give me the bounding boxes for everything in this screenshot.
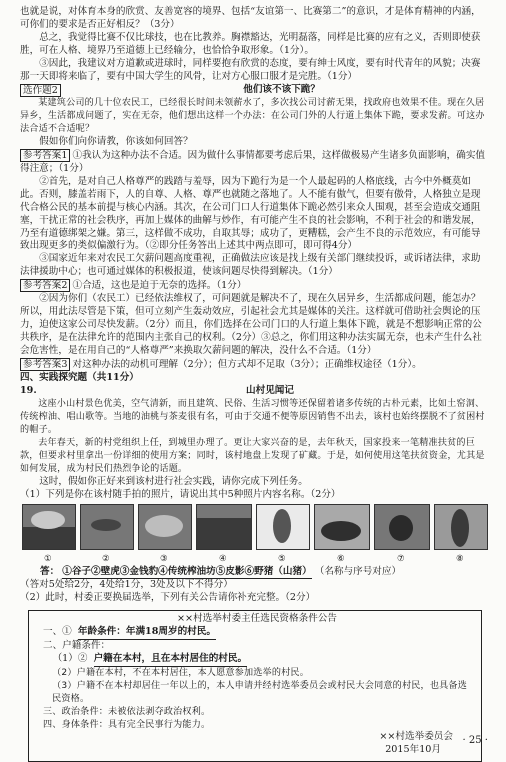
filled-answer: 年龄条件：年满18周岁的村民。 (78, 626, 216, 640)
photo-number: ④ (219, 553, 227, 564)
photo-millet (22, 504, 76, 550)
elective-tag: 选作题2 (20, 84, 61, 97)
photo-leopard (138, 504, 192, 550)
paragraph: 总之，我觉得比赛不仅比球技，也在比教养。胸襟豁达，光明磊落，同样是比赛的应有之义，否则即使获胜，可在人格、境界乃至道德上已经输分，也恰恰争取形象。（1分）。 (20, 31, 481, 56)
answer-line (20, 566, 490, 580)
answer-tag: 参考答案2 (20, 279, 70, 292)
photo-cave-house (374, 504, 430, 550)
photo-number: ① (44, 553, 52, 564)
paragraph: ③因此，我建议对方道歉或进球时，同样要抱有欣赏的态度，要有绅士风度，要有时代青年的风貌；决赛那一天即将来临了，要有中国大学生的风骨，让对方心服口服才是完胜。（1分） (20, 57, 481, 82)
notice-box (28, 610, 482, 762)
answer-note: （名称与序号对应） (314, 565, 402, 577)
answer-para: ③国家近年来对农民工欠薪问题高度重视，正确做法应该是找上级有关部门继续投诉，或诉诸法律，求助法律援助中心；也可通过媒体的积极报道，使该问题尽快得到解决。（1分） (20, 253, 481, 278)
sub-question: （1）下列是你在该村随手拍的照片，请说出其中5种照片内容名称。（2分） (20, 488, 341, 500)
notice-item: 四、身体条件：具有完全民事行为能力。 (43, 719, 211, 730)
photo-number: ⑥ (337, 553, 345, 564)
photo-strip (20, 504, 490, 568)
filled-answer: 户籍在本村，且在本村居住的村民。 (94, 653, 248, 667)
question-number: 19. (20, 385, 37, 397)
answer-label: 答： (40, 565, 60, 577)
notice-item: （1）② 户籍在本村，且在本村居住的村民。 (43, 653, 471, 667)
scoring-note: （答对5处给2分，4处给1分，3处及以下不得分） (20, 579, 233, 591)
question-title: 山村见闻记 (246, 385, 294, 397)
question-text: 某建筑公司的几十位农民工，已经很长时间未领薪水了，多次找公司讨薪无果，找政府也效果不佳。现在久居异乡，生活都成问题了，实在无奈，他们想出这样一个办法：在公司门外的人行道上集体下跪，要求发薪。可这办法合适不合适呢？ (20, 98, 485, 135)
page-content (20, 6, 490, 762)
photo-gecko (80, 504, 134, 550)
section-heading: 四、实践探究题（共11分） (20, 372, 139, 384)
photo-number: ⑦ (397, 553, 405, 564)
paragraph: 也就是说，对体育本身的欣赏、友善宽容的境界、包括“友谊第一、比赛第二”的意识，才是体育精神的内涵，可你们的要求是否正好相反？（3分） (20, 6, 481, 30)
question-text: 这时，假如你正好来到该村进行社会实践，请你完成下列任务。 (39, 475, 308, 487)
answer-text: ①谷子②壁虎③金钱豹④传统榨油坊⑤皮影⑥野猪（山猪） (62, 566, 311, 580)
q19-header (20, 385, 490, 398)
answer-2: 参考答案2 ①合适，这也是迫于无奈的选择。（1分） (20, 279, 490, 293)
question-header (20, 84, 490, 97)
photo-number: ⑤ (278, 553, 286, 564)
photo-shadow-puppet (256, 504, 310, 550)
answer-tag: 参考答案3 (20, 358, 70, 371)
notice-item: （3）户籍不在本村却居住一年以上的，本人申请并经村选举委员会或村民大会同意的村民，也具备选民资格。 (52, 680, 468, 704)
photo-oil-mill (196, 504, 252, 550)
answer-tag: 参考答案1 (20, 149, 70, 162)
photo-boar (314, 504, 370, 550)
question-prompt: 假如你们向你请教，你该如何回答？ (39, 136, 193, 148)
photo-number: ② (102, 553, 110, 564)
notice-item: 三、政治条件：未被依法剥夺政治权利。 (43, 706, 211, 717)
answer-3: 参考答案3 对这种办法的动机可理解（2分）；但方式却不足取（3分）；正确维权途径（1分）。 (20, 358, 490, 372)
answer-para: ②因为你们（农民工）已经依法维权了，可问题就是解决不了，现在久居异乡，生活都成问题，能怎办？所以，用此法尽管是下策，但可立刻产生轰动效应，引起社会尤其是媒体的关注。这样就可借助社会舆论的压力，迫使这家公司尽快发薪。（2分）而且，你们选择在公司门口的人行道上集体下跪，就是不想影响正常的公共秩序，是在法律允许的范围内主张自己的权利。（2分）③总之，你们用这种办法实属无奈，也未产生什么社会危害性，是在用自己的“人格尊严”来换取欠薪问题的解决，没什么不合适。（1分） (20, 293, 482, 356)
photo-singer (434, 504, 488, 550)
question-text: 这座小山村景色优美，空气清新，而且建筑、民俗、生活习惯等还保留着诸多传统的古朴元素，比如土窑洞、传统榨油、唱山歌等。当地的油桃与茶麦很有名，可由于交通不便等原因销售不出去，该村也始终摆脱不了贫困村的帽子。 (20, 399, 485, 436)
notice-item: 一、① 年龄条件：年满18周岁的村民。 (43, 626, 471, 640)
sub-question: （2）此时，村委正要换届选举，下列有关公告请你补充完整。（2分） (20, 592, 316, 604)
notice-item: 二、户籍条件： (43, 640, 111, 652)
photo-number: ③ (160, 553, 168, 564)
answer-1: 参考答案1 ①我认为这种办法不合适。因为做什么事情都要考虑后果，这样做极易产生诸多负面影响，确实值得注意；（1分） (20, 150, 486, 174)
notice-signature: ××村选举委员会 (379, 731, 453, 743)
page-number: · 25 · (462, 735, 488, 746)
question-title: 他们该不该下跪？ (243, 84, 320, 96)
notice-date: 2015年10月 (385, 744, 441, 756)
notice-title: ××村选举村委主任选民资格条件公告 (177, 613, 337, 625)
notice-item: （2）户籍在本村，不在本村居住，本人愿意参加选举的村民。 (52, 667, 310, 678)
question-text: 去年春天，新的村党组织上任，到城里办理了。更让大家兴奋的是，去年秋天，国家投来一笔精准扶贫的巨款，但要求村里拿出一份详细的使用方案；同时，该村地盘上发现了矿藏。于是，如何使用这笔扶贫资金，尤其是如何发展，成为村民们热烈争论的话题。 (20, 438, 485, 474)
photo-number: ⑧ (456, 553, 464, 564)
answer-para: ②首先，是对自己人格尊严的践踏与羞辱，因为下跪行为是一个人最起码的人格底线，古今中外概莫如此。否则，膝盖若雨下，人的自尊、人格、尊严也就随之落地了。人不能有傲气，但要有傲骨，人格独立是现代合格公民的基本前提与核心内涵。其次，在公司门口人行道集体下跪必然引来众人围观，甚至会造成交通阻塞，干扰正常的社会秩序，再加上媒体的曲解与炒作，有可能产生不良的社会影响，不利于社会的和谐发展，乃至有道德绑架之嫌。第三，这样做不成功，自取其辱；成功了，更糟糕，会产生不良的示范效应，有可能导致出现更多的类似偏激行为。（②即分任务答出上述其中两点即可，即可得4分） (20, 175, 481, 252)
